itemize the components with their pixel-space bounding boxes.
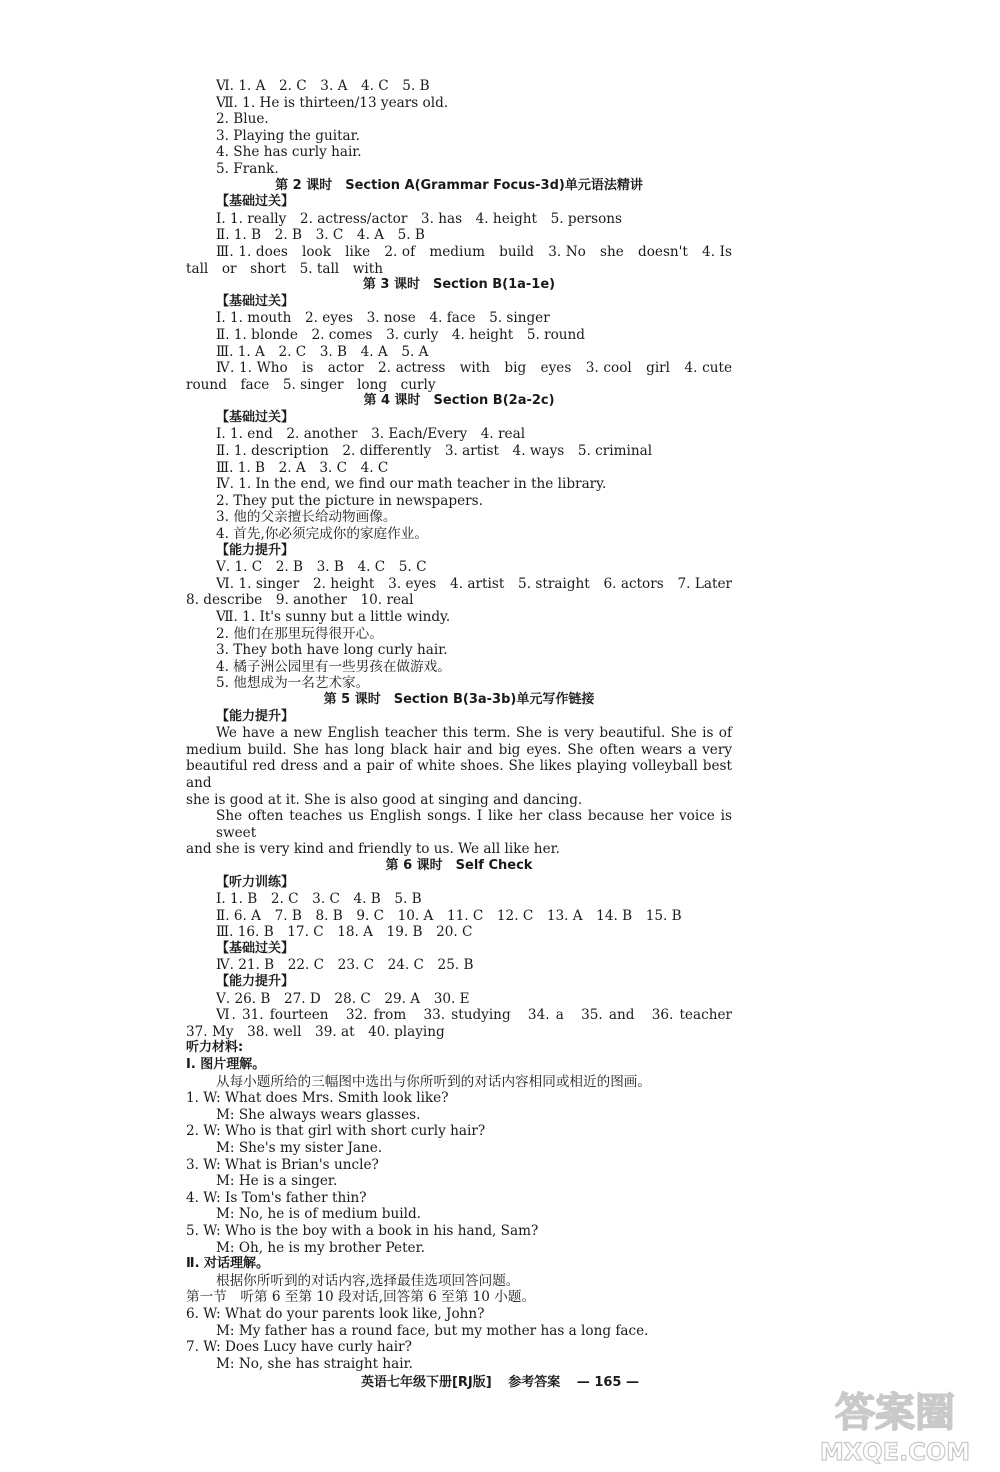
text-line: 根据你所听到的对话内容,选择最佳选项回答问题。 [216, 1272, 520, 1289]
section-tag: 【能力提升】 [216, 974, 295, 990]
text-line: round face 5. singer long curly [186, 376, 436, 393]
text-line: Ⅶ. 1. He is thirteen/13 years old. [216, 94, 449, 111]
watermark-graphic [800, 1378, 990, 1468]
text-line: Ⅳ. 21. B 22. C 23. C 24. C 25. B [216, 957, 474, 974]
text-line: Ⅲ. 1. does look like 2. of medium build 3. No she doesn't 4. Is [216, 243, 732, 260]
text-line: M: She always wears glasses. [216, 1106, 421, 1123]
text-line: 5. W: Who is the boy with a book in his hand, Sam? [186, 1222, 539, 1239]
text-line: 2. They put the picture in newspapers. [216, 492, 483, 509]
text-line: 3. Playing the guitar. [216, 127, 360, 144]
section-tag: 【听力训练】 [216, 874, 295, 890]
text-line: Ⅴ. 1. C 2. B 3. B 4. C 5. C [216, 559, 427, 576]
section-title: Ⅱ. 对话理解。 [186, 1256, 270, 1272]
text-line: M: She's my sister Jane. [216, 1140, 383, 1156]
watermark-logo [800, 1378, 990, 1468]
lesson-heading: 第 4 课时 Section B(2a-2c) [363, 393, 555, 409]
text-line: Ⅶ. 1. It's sunny but a little windy. [216, 609, 451, 625]
text-line: Ⅵ. 31. fourteen 32. from 33. studying 34. a 35. and 36. teacher [216, 1007, 732, 1024]
text-line: We have a new English teacher this term. She is very beautiful. She is of [216, 725, 732, 742]
footer-section: 参考答案 [508, 1375, 561, 1390]
text-line: 4. She has curly hair. [216, 144, 362, 161]
section-tag: 【基础过关】 [216, 940, 295, 956]
text-line: M: No, he is of medium build. [216, 1206, 421, 1223]
lesson-heading: 第 5 课时 Section B(3a-3b)单元写作链接 [323, 691, 595, 707]
section-tag: 【基础过关】 [216, 409, 295, 425]
watermark-text-bottom: MXQE.COM [819, 1438, 971, 1466]
text-line: M: He is a singer. [216, 1173, 338, 1190]
text-line: medium build. She has long black hair and big eyes. She often wears a very [186, 741, 732, 758]
text-line: Ⅳ. 1. Who is actor 2. actress with big eyes 3. cool girl 4. cute [216, 360, 732, 377]
text-line: 7. W: Does Lucy have curly hair? [186, 1339, 412, 1356]
text-line: 6. W: What do your parents look like, John? [186, 1305, 485, 1322]
text-line: Ⅱ. 1. blonde 2. comes 3. curly 4. height 5. round [216, 326, 586, 343]
text-line: beautiful red dress and a pair of white shoes. She likes playing volleyball best and [186, 758, 732, 791]
text-line: 第一节 听第 6 至第 10 段对话,回答第 6 至第 10 小题。 [186, 1289, 536, 1306]
section-title: 听力材料: [186, 1040, 244, 1056]
lesson-heading: 第 6 课时 Self Check [385, 857, 533, 873]
text-line: Ⅱ. 6. A 7. B 8. B 9. C 10. A 11. C 12. C 13. A 14. B 15. B [216, 907, 682, 924]
text-line: Ⅱ. 1. description 2. differently 3. artist 4. ways 5. criminal [216, 443, 653, 460]
text-line: 从每小题所给的三幅图中选出与你所听到的对话内容相同或相近的图画。 [216, 1073, 651, 1090]
section-tag: 【基础过关】 [216, 293, 295, 309]
page-number: — 165 — [576, 1375, 639, 1390]
text-line: Ⅰ. 1. really 2. actress/actor 3. has 4. height 5. persons [216, 210, 623, 227]
text-line: She often teaches us English songs. I like her class because her voice is sweet [216, 808, 732, 841]
text-line: 4. 首先,你必须完成你的家庭作业。 [216, 526, 428, 543]
text-line: Ⅲ. 16. B 17. C 18. A 19. B 20. C [216, 924, 473, 941]
lesson-heading: 第 2 课时 Section A(Grammar Focus-3d)单元语法精讲 [275, 177, 643, 193]
section-tag: 【能力提升】 [216, 708, 295, 724]
section-tag: 【能力提升】 [216, 542, 295, 558]
text-line: M: My father has a round face, but my mother has a long face. [216, 1322, 649, 1339]
text-line: 3. W: What is Brian's uncle? [186, 1156, 379, 1173]
text-line: Ⅰ. 1. B 2. C 3. C 4. B 5. B [216, 891, 422, 908]
text-line: Ⅲ. 1. B 2. A 3. C 4. C [216, 459, 389, 476]
text-line: 4. 橘子洲公园里有一些男孩在做游戏。 [216, 658, 451, 675]
text-line: 3. 他的父亲擅长给动物画像。 [216, 509, 397, 526]
text-line: 3. They both have long curly hair. [216, 642, 448, 659]
text-line: Ⅴ. 26. B 27. D 28. C 29. A 30. E [216, 990, 470, 1007]
text-line: Ⅰ. 1. end 2. another 3. Each/Every 4. real [216, 426, 526, 443]
text-line: 4. W: Is Tom's father thin? [186, 1189, 367, 1206]
watermark-text-top: 答案圈 [835, 1390, 955, 1436]
text-line: 2. W: Who is that girl with short curly hair? [186, 1123, 486, 1140]
text-line: 2. Blue. [216, 111, 269, 128]
text-line: Ⅵ. 1. A 2. C 3. A 4. C 5. B [216, 78, 430, 94]
section-title: Ⅰ. 图片理解。 [186, 1057, 266, 1073]
section-tag: 【基础过关】 [216, 194, 295, 210]
text-line: 5. 他想成为一名艺术家。 [216, 675, 370, 692]
text-line: Ⅳ. 1. In the end, we find our math teacher in the library. [216, 476, 607, 493]
text-line: M: No, she has straight hair. [216, 1355, 413, 1372]
footer-book-title: 英语七年级下册[RJ版] [360, 1375, 492, 1390]
text-line: Ⅱ. 1. B 2. B 3. C 4. A 5. B [216, 227, 425, 244]
text-line: Ⅰ. 1. mouth 2. eyes 3. nose 4. face 5. singer [216, 310, 550, 327]
lesson-heading: 第 3 课时 Section B(1a-1e) [362, 277, 556, 293]
text-line: Ⅲ. 1. A 2. C 3. B 4. A 5. A [216, 343, 429, 360]
text-line: tall or short 5. tall with [186, 260, 383, 277]
text-line: M: Oh, he is my brother Peter. [216, 1239, 425, 1256]
text-line: Ⅵ. 1. singer 2. height 3. eyes 4. artist 5. straight 6. actors 7. Later [216, 575, 732, 592]
text-line: 8. describe 9. another 10. real [186, 592, 414, 609]
text-line: she is good at it. She is also good at singing and dancing. [186, 791, 583, 808]
text-line: 37. My 38. well 39. at 40. playing [186, 1023, 445, 1040]
text-line: 2. 他们在那里玩得很开心。 [216, 625, 383, 642]
text-line: 5. Frank. [216, 160, 279, 177]
answer-key-content [186, 78, 732, 1372]
text-line: and she is very kind and friendly to us. We all like her. [186, 841, 560, 858]
text-line: 1. W: What does Mrs. Smith look like? [186, 1090, 449, 1107]
